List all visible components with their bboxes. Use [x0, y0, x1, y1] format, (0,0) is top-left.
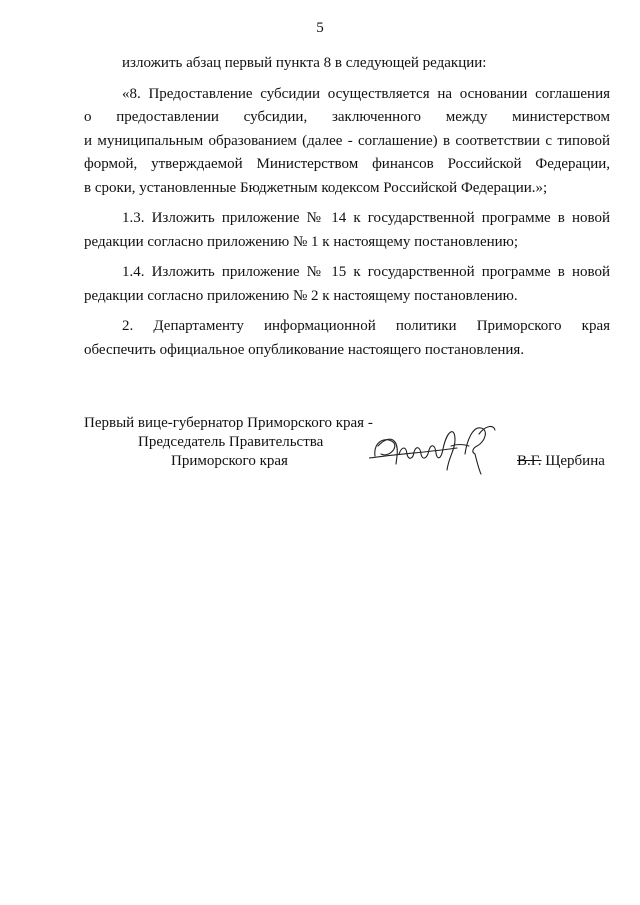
item-line: 1.4. Изложить приложение № 15 к государственной программе в новой — [122, 264, 610, 280]
quote-line: в сроки, установленные Бюджетным кодексом Российской Федерации.»; — [84, 179, 548, 196]
item-line: редакции согласно приложению № 2 к настоящему постановлению. — [84, 287, 518, 304]
quoted-paragraph — [84, 83, 610, 201]
signatory-position: Приморского края — [171, 453, 288, 469]
quote-line: и муниципальным образованием (далее - соглашение) в соответствии с типовой — [84, 132, 610, 149]
item-1-3-paragraph — [84, 207, 610, 254]
document-body — [84, 52, 610, 362]
handwritten-signature — [369, 416, 519, 476]
signatory-position: Председатель Правительства — [138, 434, 324, 450]
signatory-surname: Щербина — [545, 453, 605, 469]
quote-line: о предоставлении субсидии, заключенного между министерством — [84, 109, 610, 125]
item-1-4-paragraph — [84, 261, 610, 308]
item-line: 2. Департаменту информационной политики Приморского края — [122, 318, 610, 334]
item-2-paragraph — [84, 315, 610, 362]
signatory-initials: В.Г. — [517, 453, 542, 469]
quote-line: формой, утверждаемой Министерством финансов Российской Федерации, — [84, 156, 610, 172]
item-line: редакции согласно приложению № 1 к настоящему постановлению; — [84, 233, 519, 250]
signatory-position: Первый вице-губернатор Приморского края - — [84, 415, 373, 431]
intro-paragraph: изложить абзац первый пункта 8 в следующей редакции: — [122, 55, 487, 71]
quote-line: «8. Предоставление субсидии осуществляется на основании соглашения — [122, 85, 610, 102]
signatory-name — [517, 452, 605, 471]
page-number: 5 — [316, 20, 324, 36]
item-line: обеспечить официальное опубликование настоящего постановления. — [84, 341, 525, 358]
item-line: 1.3. Изложить приложение № 14 к государственной программе в новой — [122, 210, 610, 226]
